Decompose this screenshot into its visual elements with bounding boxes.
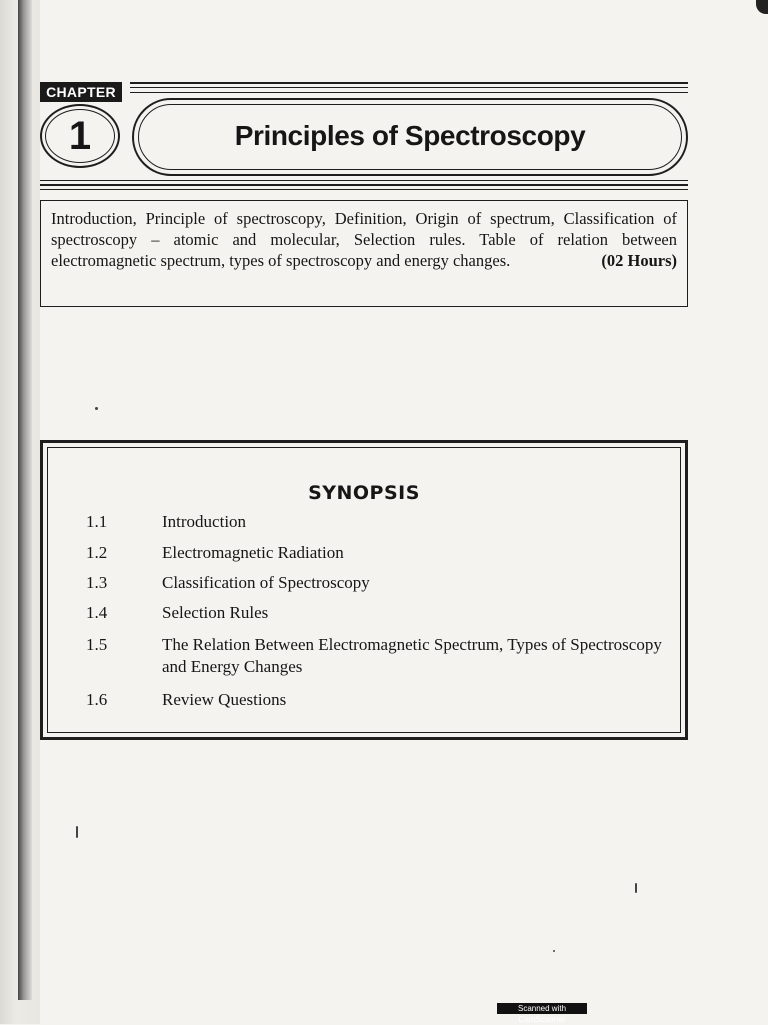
synopsis-item-text: Classification of Spectroscopy xyxy=(162,573,370,592)
scanner-badge: Scanned with CamScanner xyxy=(497,1003,587,1014)
chapter-title-frame xyxy=(132,98,688,176)
scan-speck xyxy=(635,883,637,893)
binding-shadow xyxy=(18,0,32,1000)
header-rule-top-1 xyxy=(130,82,688,84)
chapter-number: 1 xyxy=(68,114,92,158)
chapter-hours: (02 Hours) xyxy=(601,251,677,270)
synopsis-box xyxy=(40,440,688,740)
chapter-topics-box xyxy=(40,200,688,307)
synopsis-heading: SYNOPSIS xyxy=(308,482,420,504)
synopsis-item-text: Review Questions xyxy=(162,690,287,709)
synopsis-item-number: 1.3 xyxy=(86,573,108,592)
synopsis-item-number: 1.5 xyxy=(86,635,108,654)
synopsis-inner-frame xyxy=(47,447,681,733)
synopsis-item-text: Introduction xyxy=(162,512,247,531)
synopsis-item-text: The Relation Between Electromagnetic Spectrum, Types of Spectroscopy and Energy Changes xyxy=(162,635,662,676)
header-rule-top-3 xyxy=(130,92,688,93)
synopsis-item-text: Selection Rules xyxy=(162,603,269,622)
scan-speck xyxy=(553,950,555,952)
synopsis-item-number: 1.6 xyxy=(86,690,108,709)
header-rule-bottom-1 xyxy=(40,180,688,181)
chapter-topics-text: Introduction, Principle of spectroscopy, Definition, Origin of spectrum, Classification of spectroscopy – atomic and molecular, Selection rules. Table of relation between electromagnetic spectrum, types of spectroscopy and energy changes. xyxy=(51,209,677,270)
synopsis-item-number: 1.2 xyxy=(86,543,108,562)
synopsis-item-number: 1.1 xyxy=(86,512,108,531)
scan-speck xyxy=(76,826,78,838)
chapter-label: CHAPTER xyxy=(40,82,122,102)
header-rule-top-2 xyxy=(130,87,688,88)
synopsis-item-number: 1.4 xyxy=(86,603,108,622)
header-rule-bottom-3 xyxy=(40,189,688,190)
scan-speck xyxy=(95,407,98,410)
corner-mark xyxy=(756,0,768,14)
synopsis-item-text: Electromagnetic Radiation xyxy=(162,543,344,562)
chapter-number-badge xyxy=(40,104,120,168)
chapter-title: Principles of Spectroscopy xyxy=(234,120,586,151)
header-rule-bottom-2 xyxy=(40,184,688,186)
